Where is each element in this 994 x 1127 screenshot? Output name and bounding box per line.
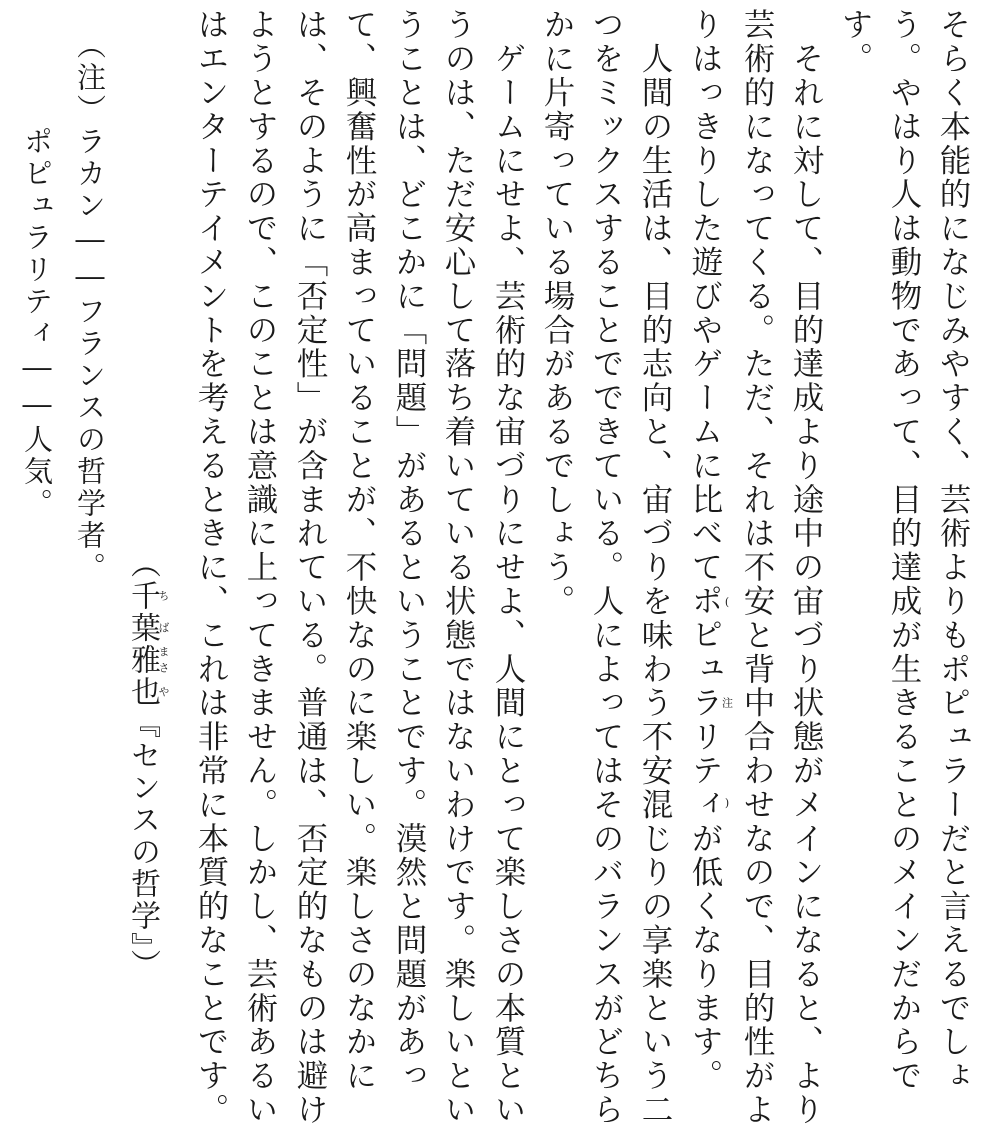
text-column: うのは、ただ安心して落ち着いている状態ではないわけです。楽しいとい	[440, 8, 476, 1127]
text-column: かに片寄っている場合があるでしょう。	[539, 8, 575, 619]
annotated-term	[687, 584, 734, 822]
text-column: それに対して、目的達成より途中の宙づり状態がメインになると、より	[788, 8, 824, 1127]
text-segment: りはっきりした遊びやゲームに比べて	[687, 8, 723, 585]
note-marker: (注)	[720, 584, 734, 822]
text-column: て、興奮性が高まっていることが、不快なのに楽しい。楽しさのなかに	[341, 8, 377, 1093]
text-column: つをミックスすることでできている。人によってはそのバランスがどちら	[588, 8, 624, 1127]
text-column: ようとするので、このことは意識に上ってきません。しかし、芸術あるい	[242, 8, 278, 1127]
text-column: 芸術的になってくる。ただ、それは不安と背中合わせなので、目的性がよ	[739, 8, 775, 1127]
attribution	[126, 548, 170, 981]
text-column: 人間の生活は、目的志向と、宙づりを味わう不安混じりの享楽という二	[637, 8, 673, 1127]
author-ruby: ば	[157, 612, 170, 644]
text-column: ゲームにせよ、芸術的な宙づりにせよ、人間にとって楽しさの本質とい	[490, 8, 526, 1127]
text-column: はエンターテイメントを考えるときに、これは非常に本質的なことです。	[193, 8, 229, 1127]
author-name	[125, 580, 170, 708]
text-segment: が低くなります。	[687, 821, 723, 1093]
text-column: は、そのように「否定性」が含まれている。普通は、否定的なものは避け	[292, 8, 328, 1127]
text-column: うことは、どこかに「問題」があるということです。漠然と問題があっ	[391, 8, 427, 1093]
author-char: 千	[125, 580, 160, 612]
author-char: 雅	[125, 644, 160, 676]
author-char: 也	[125, 676, 160, 708]
text-column	[688, 8, 733, 1093]
text-column: す。	[837, 8, 873, 76]
author-ruby: まさ	[157, 644, 170, 676]
footnote: ポピュラリティ――人気。	[20, 30, 54, 520]
attribution-paren: （	[125, 548, 160, 580]
text-column: う。やはり人は動物であって、目的達成が生きることのメインだからで	[886, 8, 922, 1093]
text-column: そらく本能的になじみやすく、芸術よりもポピュラーだと言えるでしょ	[935, 8, 971, 1093]
author-char: 葉	[125, 612, 160, 644]
book-title: 『センスの哲学』）	[125, 708, 160, 981]
author-ruby: や	[157, 676, 170, 708]
author-ruby: ち	[157, 580, 170, 612]
annotated-term-text: ポピュラリティ	[687, 584, 723, 822]
footnote: （注）ラカン――フランスの哲学者。	[73, 30, 107, 584]
